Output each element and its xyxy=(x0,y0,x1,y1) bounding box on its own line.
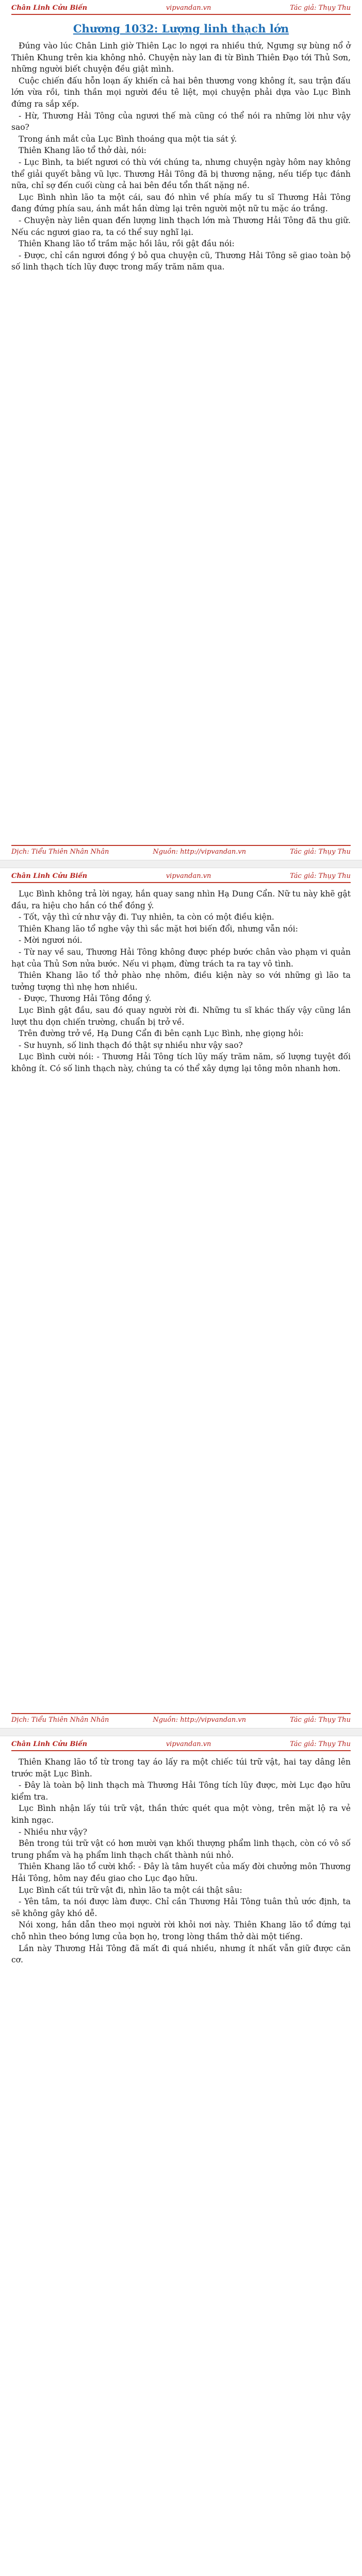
header-author: Tác giả: Thụy Thu xyxy=(290,4,351,12)
paragraph: Thiên Khang lão tổ thở dài, nói: xyxy=(19,146,147,156)
paragraph: Lục Bình không trả lời ngay, hắn quay sang nhìn Hạ Dung Cẩn. Nữ tu này khẽ gật đầu, ra hiệu cho hắn có thể đồng ý. xyxy=(11,889,351,910)
page-3 xyxy=(0,1736,362,2576)
paragraph: - Chuyện này liên quan đến lượng linh thạch lớn mà Thương Hải Tông đã thu giữ. Nếu các ngươi giao ra, ta có thể suy nghĩ lại. xyxy=(11,215,351,237)
paragraph: Trong ánh mắt của Lục Bình thoáng qua một tia sát ý. xyxy=(19,134,237,144)
paragraph: - Nhiều như vậy? xyxy=(19,1827,88,1837)
paragraph: Thiên Khang lão tổ cười khổ: - Đây là tâm huyết của mấy đời chưởng môn Thương Hải Tông, hôm nay đều giao cho Lục đạo hữu. xyxy=(11,1862,351,1883)
footer-translator: Dịch: Tiểu Thiên Nhân Nhân xyxy=(11,1716,109,1724)
paragraph: Lục Bình gật đầu, sau đó quay người rời đi. Những tu sĩ khác thấy vậy cũng lần lượt thu dọn chiến trường, chuẩn bị trở về. xyxy=(11,1005,351,1027)
footer-author: Tác giả: Thụy Thu xyxy=(290,848,351,856)
paragraph: - Được, Thương Hải Tông đồng ý. xyxy=(19,994,152,1004)
paragraph: Nói xong, hắn dẫn theo mọi người rời khỏi nơi này. Thiên Khang lão tổ đứng tại chỗ nhìn theo bóng lưng của bọn họ, trong lòng thầm thở dài một tiếng. xyxy=(11,1920,351,1941)
paragraph: - Tốt, vậy thì cứ như vậy đi. Tuy nhiên, ta còn có một điều kiện. xyxy=(19,912,274,922)
page-header xyxy=(11,868,351,883)
paragraph: Lục Bình cất túi trữ vật đi, nhìn lão ta một cái thật sâu: xyxy=(19,1885,242,1895)
header-book-title: Chân Linh Cửu Biến xyxy=(11,1740,88,1748)
header-author: Tác giả: Thụy Thu xyxy=(290,1740,351,1748)
header-author: Tác giả: Thụy Thu xyxy=(290,872,351,880)
paragraph: Lục Bình nhìn lão ta một cái, sau đó nhìn về phía mấy tu sĩ Thương Hải Tông đang đứng phía sau, ánh mắt hắn dừng lại trên người một nữ tu mặc áo trắng. xyxy=(11,192,351,214)
page-separator xyxy=(0,1728,362,1736)
footer-source[interactable]: Nguồn: http://vipvandan.vn xyxy=(153,1716,246,1724)
page-header xyxy=(11,1736,351,1751)
page-footer xyxy=(11,1713,351,1728)
paragraph: - Yên tâm, ta nói được làm được. Chỉ cần Thương Hải Tông tuân thủ ước định, ta sẽ không gây khó dễ. xyxy=(11,1897,351,1918)
paragraph: - Từ nay về sau, Thương Hải Tông không được phép bước chân vào phạm vi quản hạt của Thủ Sơn nửa bước. Nếu vi phạm, đừng trách ta ra tay vô tình. xyxy=(11,947,351,969)
paragraph: Lục Bình cười nói: - Thương Hải Tông tích lũy mấy trăm năm, số lượng tuyệt đối không ít. Có số linh thạch này, chúng ta có thể xây dựng lại tông môn nhanh hơn. xyxy=(11,1052,351,1073)
paragraph: Thiên Khang lão tổ trầm mặc hồi lâu, rồi gật đầu nói: xyxy=(19,239,235,249)
page-separator xyxy=(0,860,362,868)
paragraph: Thiên Khang lão tổ nghe vậy thì sắc mặt hơi biến đổi, nhưng vẫn nói: xyxy=(19,924,298,934)
header-book-title: Chân Linh Cửu Biến xyxy=(11,4,88,12)
paragraph: Trên đường trở về, Hạ Dung Cẩn đi bên cạnh Lục Bình, nhẹ giọng hỏi: xyxy=(19,1029,304,1039)
paragraph: - Được, chỉ cần ngươi đồng ý bỏ qua chuyện cũ, Thương Hải Tông sẽ giao toàn bộ số linh thạch tích lũy được trong mấy trăm năm qua. xyxy=(11,250,351,272)
paragraph: Lần này Thương Hải Tông đã mất đi quá nhiều, nhưng ít nhất vẫn giữ được căn cơ. xyxy=(11,1943,351,1965)
paragraph: Thiên Khang lão tổ từ trong tay áo lấy ra một chiếc túi trữ vật, hai tay dâng lên trước mặt Lục Bình. xyxy=(11,1757,351,1778)
paragraph: Bên trong túi trữ vật có hơn mười vạn khối thượng phẩm linh thạch, còn có vô số trung phẩm và hạ phẩm linh thạch chất thành núi nhỏ. xyxy=(11,1839,351,1860)
paragraph: - Đây là toàn bộ linh thạch mà Thương Hải Tông tích lũy được, mời Lục đạo hữu kiểm tra. xyxy=(11,1781,351,1802)
footer-source[interactable]: Nguồn: http://vipvandan.vn xyxy=(153,848,246,856)
chapter-body xyxy=(11,40,351,273)
paragraph: Cuộc chiến đấu hỗn loạn ấy khiến cả hai bên thương vong không ít, sau trận đấu lớn vừa rồi, tinh thần mọi người đều tê liệt, mọi chuyện phải dựa vào Lục Bình đứng ra sắp xếp. xyxy=(11,76,351,109)
page-header xyxy=(11,0,351,15)
page-1 xyxy=(0,0,362,845)
header-book-title: Chân Linh Cửu Biến xyxy=(11,872,88,880)
page-2 xyxy=(0,868,362,1713)
chapter-title: Chương 1032: Lượng linh thạch lớn xyxy=(73,22,289,35)
paragraph: - Hừ, Thương Hải Tông của ngươi thế mà cũng có thể nói ra những lời như vậy sao? xyxy=(11,111,351,132)
paragraph: - Sư huynh, số linh thạch đó thật sự nhiều như vậy sao? xyxy=(19,1040,243,1050)
page-footer xyxy=(11,845,351,860)
footer-translator: Dịch: Tiểu Thiên Nhân Nhân xyxy=(11,848,109,856)
header-site[interactable]: vipvandan.vn xyxy=(166,872,211,880)
paragraph: - Lục Bình, ta biết ngươi có thù với chúng ta, nhưng chuyện ngày hôm nay không thể giải quyết bằng vũ lực. Thương Hải Tông đã bị thương nặng, nếu tiếp tục đánh nữa, chỉ sợ đến cuối cùng cả hai bên đều tổn thất nặng nề. xyxy=(11,157,351,191)
paragraph: Thiên Khang lão tổ thở phào nhẹ nhõm, điều kiện này so với những gì lão ta tưởng tượng thì nhẹ hơn nhiều. xyxy=(11,971,351,992)
header-site[interactable]: vipvandan.vn xyxy=(166,4,211,12)
chapter-body xyxy=(11,1756,351,1966)
paragraph: Lục Bình nhận lấy túi trữ vật, thần thức quét qua một vòng, trên mặt lộ ra vẻ kinh ngạc. xyxy=(11,1804,351,1825)
footer-author: Tác giả: Thụy Thu xyxy=(290,1716,351,1724)
header-site[interactable]: vipvandan.vn xyxy=(166,1740,211,1748)
paragraph: - Mời ngươi nói. xyxy=(19,936,83,945)
paragraph: Đúng vào lúc Chân Linh giờ Thiên Lạc lo ngợi ra nhiều thứ, Ngưng sự bùng nổ ở Thiên Khung trên kia không nhỏ. Chuyện này lan đi từ Bình Thiên Đạo tới Thủ Sơn, những người biết chuyện đều giật mình. xyxy=(11,41,351,74)
chapter-body xyxy=(11,888,351,1075)
